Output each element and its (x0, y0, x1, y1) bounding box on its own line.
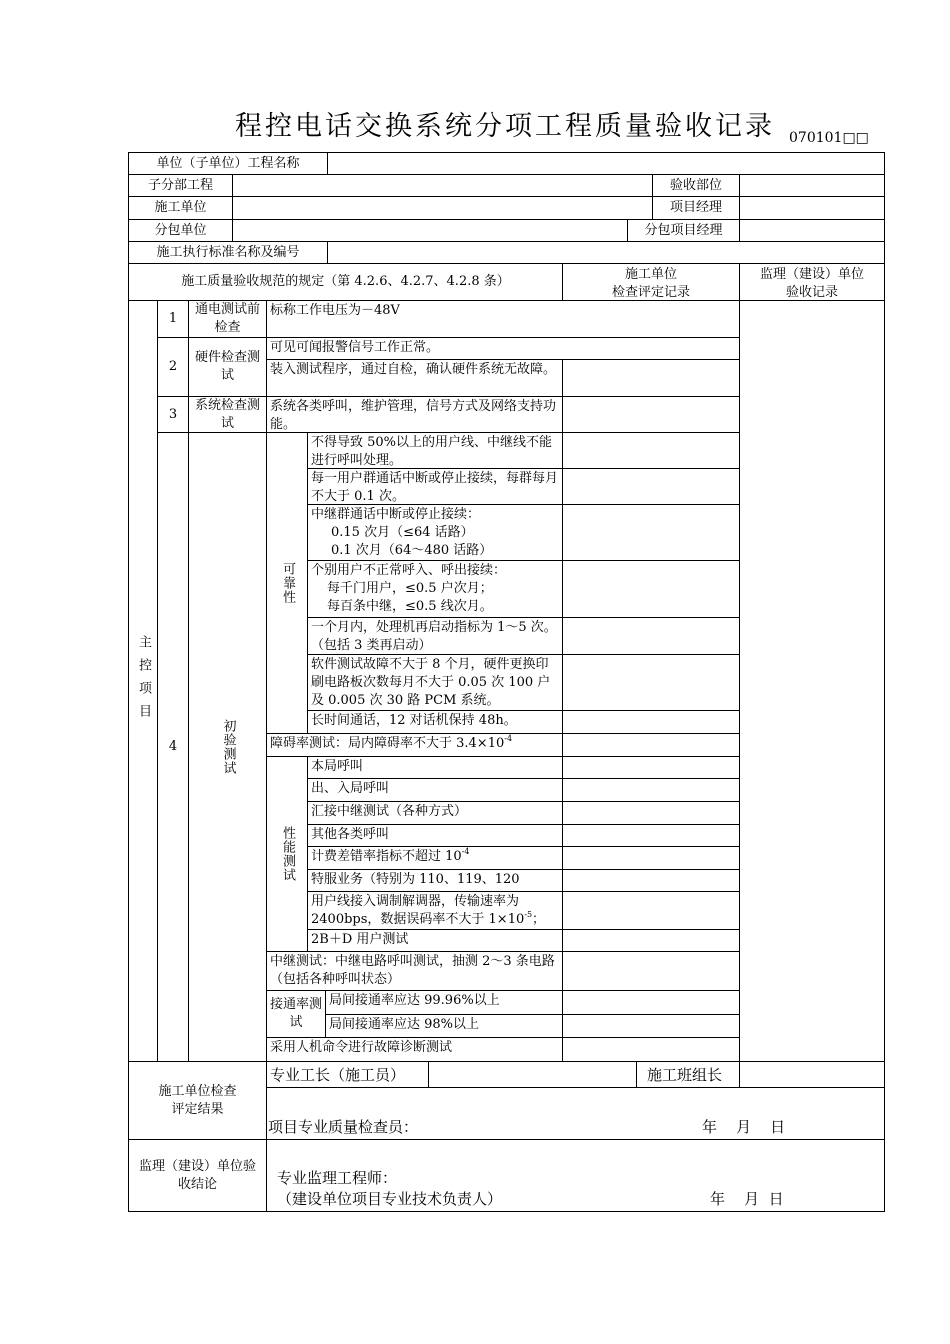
performance-p3-record[interactable] (562, 801, 740, 825)
supervisor-header (739, 263, 885, 301)
reliability-r7-record[interactable] (562, 710, 740, 734)
connect-rate-c2-record[interactable] (562, 1014, 740, 1038)
construction-unit-label: 施工单位 (128, 196, 233, 220)
subcontractor-field[interactable] (232, 219, 628, 242)
sub-project-label: 子分部工程 (128, 174, 233, 197)
item-1-text: 标称工作电压为－48V (266, 300, 740, 338)
standard-field[interactable] (327, 241, 885, 264)
reliability-r4-line1: 个别用户不正常呼入、呼出接续： (311, 563, 507, 578)
connect-rate-c1-record[interactable] (562, 990, 740, 1015)
performance-p2-record[interactable] (562, 778, 740, 802)
reliability-r3-record[interactable] (562, 504, 740, 561)
project-manager-label: 项目经理 (652, 196, 740, 220)
foreman-field[interactable] (428, 1061, 637, 1088)
trunk-test-record[interactable] (562, 951, 740, 991)
reliability-r2: 每一用户群通话中断或停止接续，每群每月不大于 0.1 次。 (307, 468, 563, 505)
block-rate-test: 障碍率测试：局内障碍率不大于 $3.4\times 10^{-4}$ (266, 733, 563, 757)
item-2-text-a: 可见可闻报警信号工作正常。 (266, 337, 740, 360)
reliability-r5: 一个月内，处理机再启动指标为 1～5 次。（包括 3 类再启动） (307, 617, 563, 655)
performance-p5: 计费差错率指标不超过 $10^{-4}$ (307, 846, 563, 870)
reliability-r4-line2: 每千门用户，≤0.5 户次月； (327, 581, 493, 596)
inspector-label: 项目专业质量检查员： (268, 1118, 419, 1136)
performance-p1-record[interactable] (562, 756, 740, 779)
supervision-cell[interactable] (266, 1139, 885, 1212)
performance-p1: 本局呼叫 (307, 756, 563, 779)
fault-diagnosis-record[interactable] (562, 1037, 740, 1062)
item-2-record[interactable] (562, 359, 740, 397)
item-1-name: 通电测试前检查 (188, 300, 267, 338)
item-2-number: 2 (157, 337, 189, 397)
supervisor-header-line2: 验收记录 (785, 285, 838, 300)
item-1-number: 1 (157, 300, 189, 338)
acceptance-part-label: 验收部位 (652, 174, 740, 197)
reliability-r3-line1: 中继群通话中断或停止接续： (311, 507, 481, 522)
reliability-r6-record[interactable] (562, 654, 740, 711)
performance-p2: 出、入局呼叫 (307, 778, 563, 802)
sub-project-field[interactable] (232, 174, 653, 197)
block-rate-record[interactable] (562, 733, 740, 757)
reliability-r4-line3: 每百条中继，≤0.5 线次月。 (327, 599, 493, 614)
supervision-owner: （建设单位项目专业技术负责人） (277, 1190, 503, 1208)
item-4-name: 初验测试 (188, 432, 267, 1062)
reliability-r7: 长时间通话，12 对话机保持 48h。 (307, 710, 563, 734)
reliability-r3 (307, 504, 563, 561)
inspector-cell[interactable] (266, 1087, 885, 1140)
performance-p7: 用户线接入调制解调器，传输速率为 2400bps，数据误码率不大于 $1\times 10^{-5}$； (307, 891, 563, 930)
item-3-text: 系统各类呼叫，维护管理，信号方式及网络支持功能。 (266, 396, 563, 433)
performance-p3: 汇接中继测试（各种方式） (307, 801, 563, 825)
performance-p5-record[interactable] (562, 846, 740, 870)
reliability-label: 可靠性 (266, 432, 308, 734)
supervision-engineer: 专业监理工程师： (277, 1169, 398, 1187)
item-2-text-b: 装入测试程序，通过自检，确认硬件系统无故障。 (266, 359, 563, 397)
project-name-field[interactable] (327, 152, 885, 175)
connect-rate-c1: 局间接通率应达 99.96%以上 (325, 990, 563, 1015)
project-name-label: 单位（子单位）工程名称 (128, 152, 328, 175)
performance-p6-record[interactable] (562, 869, 740, 892)
sub-pm-field[interactable] (739, 219, 885, 242)
spec-header: 施工质量验收规范的规定（第 4.2.6、4.2.7、4.2.8 条） (128, 263, 563, 301)
construction-unit-field[interactable] (232, 196, 653, 220)
item-3-name: 系统检查测 试 (188, 396, 267, 433)
item-3-number: 3 (157, 396, 189, 433)
performance-p4: 其他各类呼叫 (307, 824, 563, 847)
performance-p4-record[interactable] (562, 824, 740, 847)
fault-diagnosis: 采用人机命令进行故障诊断测试 (266, 1037, 563, 1062)
reliability-r5-record[interactable] (562, 617, 740, 655)
form-code: 070101□□ (789, 130, 869, 146)
performance-p8-record[interactable] (562, 929, 740, 952)
supervisor-header-line1: 监理（建设）单位 (759, 267, 864, 282)
team-leader-field[interactable] (739, 1061, 885, 1088)
reliability-r6: 软件测试故障不大于 8 个月，硬件更换印刷电路板次数每月不大于 0.05 次 100 户及 0.005 次 30 路 PCM 系统。 (307, 654, 563, 711)
team-leader-label: 施工班组长 (636, 1061, 740, 1088)
supervision-label: 监理（建设）单位验收结论 (128, 1139, 267, 1212)
supervisor-record-column[interactable] (739, 300, 885, 1062)
connect-rate-label: 接通率测 试 (266, 990, 326, 1038)
contractor-header (562, 263, 740, 301)
contractor-header-line1: 施工单位 (624, 267, 677, 282)
reliability-r2-record[interactable] (562, 468, 740, 505)
project-manager-field[interactable] (739, 196, 885, 220)
performance-p8: 2B＋D 用户测试 (307, 929, 563, 952)
foreman-label: 专业工长（施工员） (266, 1061, 429, 1088)
connect-rate-c2: 局间接通率应达 98%以上 (325, 1014, 563, 1038)
performance-label: 性能测试 (266, 756, 308, 952)
supervision-date: 年 月 日 (710, 1190, 784, 1208)
item-3-record[interactable] (562, 396, 740, 433)
item-2-name: 硬件检查测 试 (188, 337, 267, 397)
reliability-r1: 不得导致 50%以上的用户线、中继线不能进行呼叫处理。 (307, 432, 563, 469)
reliability-r3-line3: 0.1 次月（64～480 话路） (331, 543, 493, 558)
reliability-r4 (307, 560, 563, 618)
main-control-label: 主控项目 (128, 300, 158, 1062)
trunk-test: 中继测试：中继电路呼叫测试，抽测 2～3 条电路（包括各种呼叫状态） (266, 951, 563, 991)
item-4-number: 4 (157, 432, 189, 1062)
reliability-r1-record[interactable] (562, 432, 740, 469)
sub-pm-label: 分包项目经理 (627, 219, 740, 242)
reliability-r3-line2: 0.15 次月（≤64 话路） (331, 525, 474, 540)
reliability-r4-record[interactable] (562, 560, 740, 618)
acceptance-part-field[interactable] (739, 174, 885, 197)
performance-p7-record[interactable] (562, 891, 740, 930)
performance-p6: 特服业务（特别为 110、119、120 (307, 869, 563, 892)
contractor-header-line2: 检查评定记录 (611, 285, 690, 300)
page-title: 程控电话交换系统分项工程质量验收记录 (235, 111, 775, 142)
result-label: 施工单位检查评定结果 (128, 1061, 267, 1140)
subcontractor-label: 分包单位 (128, 219, 233, 242)
result-date: 年 月 日 (702, 1118, 786, 1136)
standard-label: 施工执行标准名称及编号 (128, 241, 328, 264)
